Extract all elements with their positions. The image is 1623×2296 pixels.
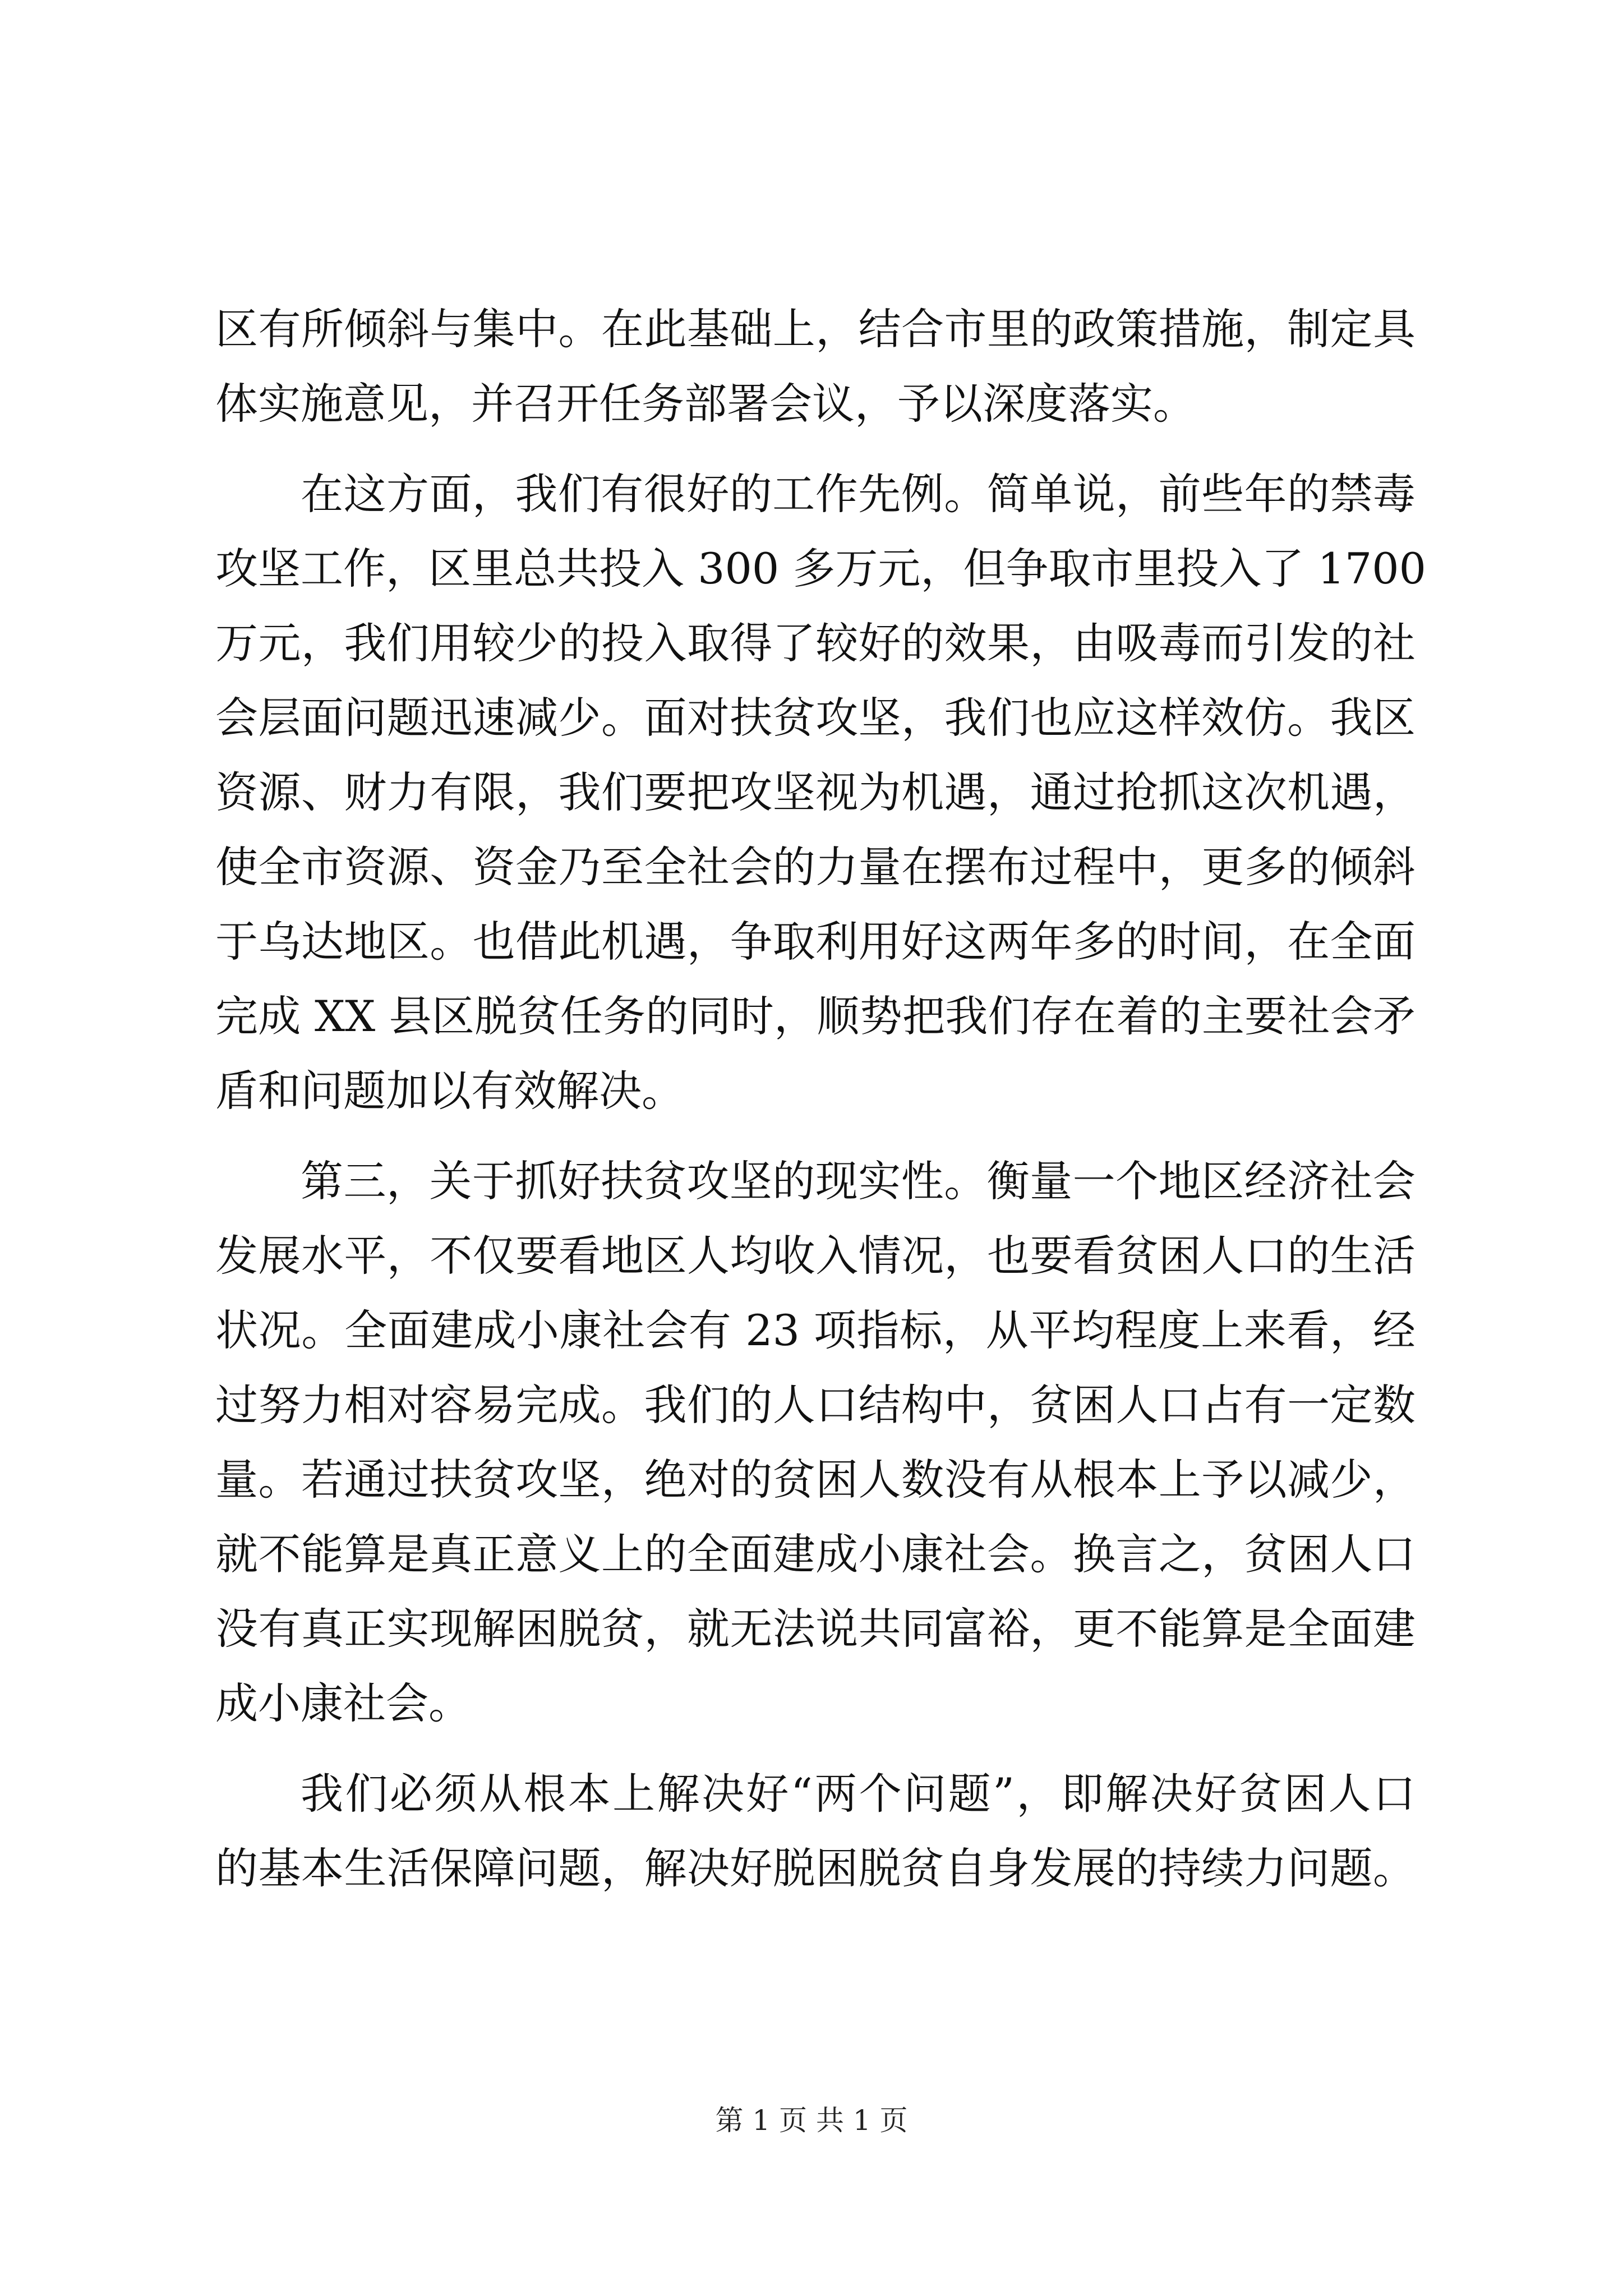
text-line: 成小康社会。 [215, 1678, 471, 1728]
text-line: 区有所倾斜与集中。在此基础上，结合市里的政策措施，制定具 [215, 304, 1415, 354]
text-line: 攻坚工作，区里总共投入 300 多万元，但争取市里投入了 1700 [215, 544, 1426, 593]
text-line: 没有真正实现解困脱贫，就无法说共同富裕，更不能算是全面建 [215, 1604, 1415, 1654]
text-line: 发展水平，不仅要看地区人均收入情况，也要看贫困人口的生活 [215, 1231, 1415, 1281]
text-line: 于乌达地区。也借此机遇，争取利用好这两年多的时间，在全面 [215, 917, 1415, 967]
text-line: 第三，关于抓好扶贫攻坚的现实性。衡量一个地区经济社会 [301, 1156, 1415, 1206]
text-line: 在这方面，我们有很好的工作先例。简单说，前些年的禁毒 [301, 469, 1415, 519]
document-body [215, 292, 1426, 1906]
paragraph-3 [215, 1144, 1415, 1741]
text-line: 的基本生活保障问题，解决好脱困脱贫自身发展的持续力问题。 [215, 1843, 1415, 1893]
text-line: 体实施意见，并召开任务部署会议，予以深度落实。 [215, 379, 1196, 429]
text-line: 量。若通过扶贫攻坚，绝对的贫困人数没有从根本上予以减少， [215, 1455, 1415, 1504]
text-line: 我们必须从根本上解决好“两个问题”，即解决好贫困人口 [301, 1769, 1415, 1819]
text-line: 资源、财力有限，我们要把攻坚视为机遇，通过抢抓这次机遇， [215, 767, 1415, 817]
text-line: 就不能算是真正意义上的全面建成小康社会。换言之，贫困人口 [215, 1529, 1415, 1579]
text-line: 盾和问题加以有效解决。 [215, 1066, 684, 1116]
text-line: 过努力相对容易完成。我们的人口结构中，贫困人口占有一定数 [215, 1380, 1415, 1430]
text-line: 完成 XX 县区脱贫任务的同时，顺势把我们存在着的主要社会矛 [215, 991, 1415, 1041]
text-line: 使全市资源、资金乃至全社会的力量在摆布过程中，更多的倾斜 [215, 842, 1415, 892]
paragraph-1 [215, 292, 1415, 441]
paragraph-2 [215, 457, 1426, 1128]
page-footer: 第 1 页 共 1 页 [715, 2104, 908, 2137]
text-line: 万元，我们用较少的投入取得了较好的效果，由吸毒而引发的社 [215, 618, 1415, 668]
text-line: 状况。全面建成小康社会有 23 项指标，从平均程度上来看，经 [215, 1305, 1415, 1355]
text-line: 会层面问题迅速减少。面对扶贫攻坚，我们也应这样效仿。我区 [215, 693, 1415, 743]
paragraph-4 [215, 1756, 1415, 1906]
